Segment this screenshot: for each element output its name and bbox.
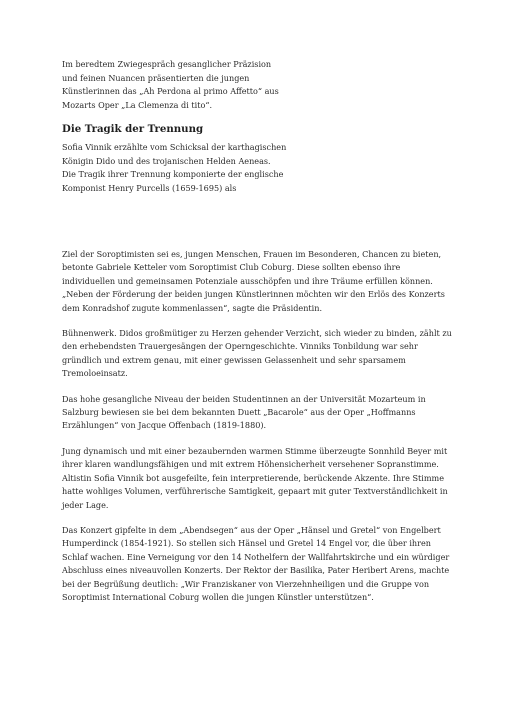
body-paragraph: Jung dynamisch und mit einer bezaubernden warmen Stimme überzeugte Sonnhild Beyer mit ihrer klaren wandlungsfähigen und mit extrem Höhensicherheit versehener Sopranstimme. Altistin Sofia Vinnik bot ausgefeilte, fein interpretierende, berückende Akzente. Ihre Stimme hatte wohliges Volumen, verführerische Samtigkeit, gepaart mit guter Textverständlichkeit in jeder Lage. [62, 445, 448, 510]
section-heading: Die Tragik der Trennung [62, 123, 204, 135]
section-paragraph: Sofia Vinnik erzählte vom Schicksal der karthagischen Königin Dido und des trojanischen Helden Aeneas. Die Tragik ihrer Trennung komponierte der englische Komponist Henry Purcells (1659-1695) als [62, 142, 287, 193]
main-column [62, 248, 454, 604]
body-paragraph: Das hohe gesangliche Niveau der beiden Studentinnen an der Universität Mozarteum in Salzburg bewiesen sie bei dem bekannten Duett „Bacarole“ aus der Oper „Hoffmanns Erzählungen“ von Jacque Offenbach (1819-1880). [62, 393, 426, 431]
body-paragraph: Bühnenwerk. Didos großmütiger zu Herzen gehender Verzicht, sich wieder zu binden, zählt zu den erhebendsten Trauergesängen der Operngeschichte. Vinniks Tonbildung war sehr gründlich und extrem genau, mit einer gewissen Gelassenheit und sehr sparsamem Tremoloeinsatz. [62, 328, 452, 379]
intro-paragraph: Im beredtem Zwiegespräch gesanglicher Präzision und feinen Nuancen präsentierten die jungen Künstlerinnen das „Ah Perdona al primo Affetto“ aus Mozarts Oper „La Clemenza di tito“. [62, 59, 279, 110]
top-column [62, 58, 287, 195]
body-paragraph: Ziel der Soroptimisten sei es, jungen Menschen, Frauen im Besonderen, Chancen zu bieten, betonte Gabriele Ketteler vom Soroptimist Club Coburg. Diese sollten ebenso ihre individuellen und gemeinsamen Potenziale ausschöpfen und ihre Träume erfüllen können. „Neben der Förderung der beiden jungen Künstlerinnen möchten wir den Erlös des Konzerts dem Konradshof zugute kommenlassen“, sagte die Präsidentin. [62, 249, 445, 313]
body-paragraph: Das Konzert gipfelte in dem „Abendsegen“ aus der Oper „Hänsel und Gretel“ von Engelbert Humperdinck (1854-1921). So stellen sich Hänsel und Gretel 14 Engel vor, die über ihren Schlaf wachen. Eine Verneigung vor den 14 Nothelfern der Wallfahrtskirche und ein würdiger Abschluss eines niveauvollen Konzerts. Der Rektor der Basilika, Pater Heribert Arens, machte bei der Begrüßung deutlich: „Wir Franziskaner von Vierzehnheiligen und die Gruppe von Soroptimist International Coburg wollen die jungen Künstler unterstützen“. [62, 524, 450, 602]
